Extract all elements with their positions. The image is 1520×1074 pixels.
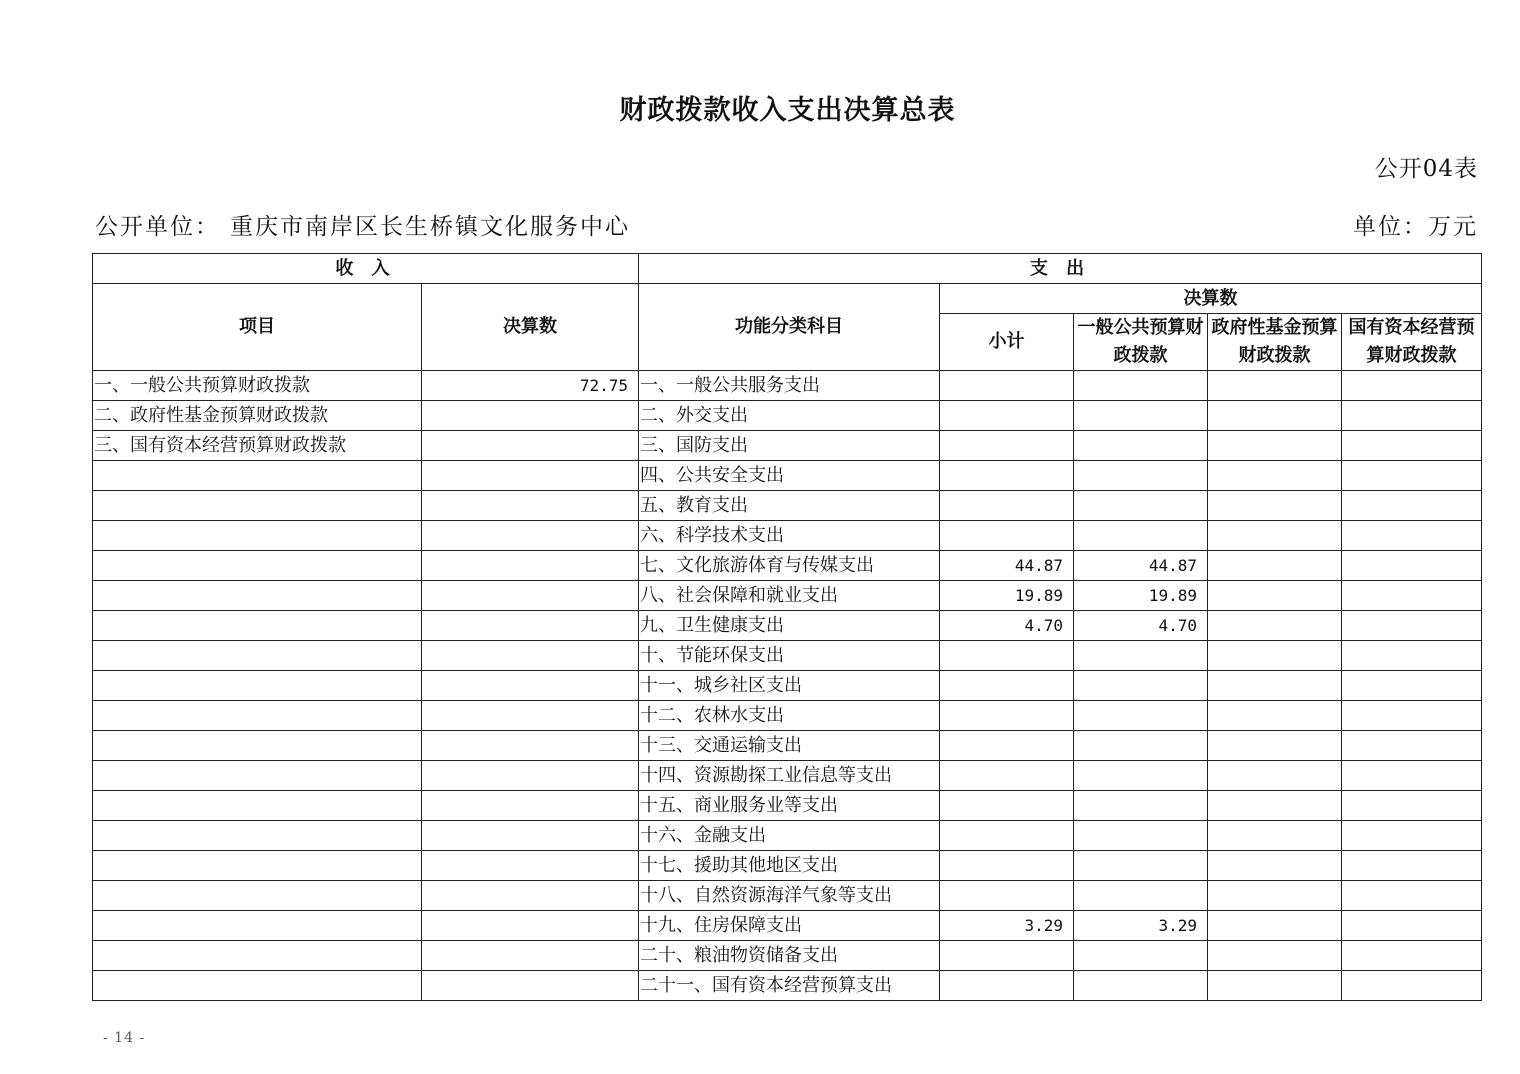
income-item-cell — [93, 701, 422, 731]
table-row — [93, 911, 1482, 941]
income-header: 收 入 — [93, 254, 639, 284]
subtotal-cell — [940, 671, 1074, 701]
section-header-row — [93, 254, 1482, 284]
general-budget-cell — [1074, 401, 1208, 431]
income-item-cell: 三、国有资本经营预算财政拨款 — [93, 431, 422, 461]
income-item-cell — [93, 671, 422, 701]
table-row — [93, 371, 1482, 401]
income-amount-cell — [422, 881, 639, 911]
income-amount-cell — [422, 821, 639, 851]
income-amount-cell — [422, 851, 639, 881]
state-capital-cell — [1342, 521, 1482, 551]
state-capital-cell — [1342, 551, 1482, 581]
income-item-cell — [93, 941, 422, 971]
subtotal-cell — [940, 851, 1074, 881]
table-row — [93, 611, 1482, 641]
general-budget-cell — [1074, 461, 1208, 491]
table-row — [93, 851, 1482, 881]
function-category-cell: 十四、资源勘探工业信息等支出 — [639, 761, 940, 791]
gov-fund-cell — [1208, 491, 1342, 521]
function-category-cell: 九、卫生健康支出 — [639, 611, 940, 641]
function-category-cell: 十九、住房保障支出 — [639, 911, 940, 941]
table-row — [93, 731, 1482, 761]
income-amount-cell — [422, 761, 639, 791]
general-budget-cell — [1074, 641, 1208, 671]
income-amount-cell — [422, 431, 639, 461]
col-general-header: 一般公共预算财政拨款 — [1074, 314, 1208, 371]
gov-fund-cell — [1208, 551, 1342, 581]
subtotal-cell — [940, 641, 1074, 671]
function-category-cell: 一、一般公共服务支出 — [639, 371, 940, 401]
state-capital-cell — [1342, 851, 1482, 881]
function-category-cell: 二十、粮油物资储备支出 — [639, 941, 940, 971]
general-budget-cell — [1074, 821, 1208, 851]
income-item-cell — [93, 551, 422, 581]
col-final-group-header: 决算数 — [940, 284, 1482, 314]
state-capital-cell — [1342, 791, 1482, 821]
income-amount-cell — [422, 581, 639, 611]
subtotal-cell: 19.89 — [940, 581, 1074, 611]
document-title: 财政拨款收入支出决算总表 — [619, 95, 956, 126]
table-row — [93, 521, 1482, 551]
income-amount-cell — [422, 671, 639, 701]
table-row — [93, 821, 1482, 851]
gov-fund-cell — [1208, 851, 1342, 881]
state-capital-cell — [1342, 491, 1482, 521]
function-category-cell: 三、国防支出 — [639, 431, 940, 461]
state-capital-cell — [1342, 611, 1482, 641]
col-state-header: 国有资本经营预算财政拨款 — [1342, 314, 1482, 371]
income-amount-cell — [422, 941, 639, 971]
reporting-unit — [95, 208, 630, 241]
function-category-cell: 七、文化旅游体育与传媒支出 — [639, 551, 940, 581]
gov-fund-cell — [1208, 761, 1342, 791]
income-item-cell — [93, 791, 422, 821]
income-item-cell: 二、政府性基金预算财政拨款 — [93, 401, 422, 431]
gov-fund-cell — [1208, 791, 1342, 821]
table-row — [93, 881, 1482, 911]
state-capital-cell — [1342, 371, 1482, 401]
gov-fund-cell — [1208, 821, 1342, 851]
subtotal-cell — [940, 401, 1074, 431]
state-capital-cell — [1342, 641, 1482, 671]
income-amount-cell — [422, 491, 639, 521]
gov-fund-cell — [1208, 971, 1342, 1001]
income-amount-cell — [422, 971, 639, 1001]
function-category-cell: 十七、援助其他地区支出 — [639, 851, 940, 881]
table-row — [93, 551, 1482, 581]
state-capital-cell — [1342, 671, 1482, 701]
income-item-cell — [93, 731, 422, 761]
function-category-cell: 二十一、国有资本经营预算支出 — [639, 971, 940, 1001]
general-budget-cell — [1074, 851, 1208, 881]
income-item-cell — [93, 641, 422, 671]
subtotal-cell — [940, 701, 1074, 731]
income-amount-cell — [422, 641, 639, 671]
state-capital-cell — [1342, 731, 1482, 761]
general-budget-cell — [1074, 881, 1208, 911]
unit-name: 重庆市南岸区长生桥镇文化服务中心 — [230, 214, 630, 240]
budget-table — [92, 253, 1482, 1001]
function-category-cell: 二、外交支出 — [639, 401, 940, 431]
income-amount-cell — [422, 701, 639, 731]
subtotal-cell: 44.87 — [940, 551, 1074, 581]
page-number: - 14 - — [103, 1030, 146, 1046]
gov-fund-cell — [1208, 611, 1342, 641]
gov-fund-cell — [1208, 731, 1342, 761]
general-budget-cell — [1074, 671, 1208, 701]
income-amount-cell — [422, 911, 639, 941]
table-row — [93, 941, 1482, 971]
function-category-cell: 十五、商业服务业等支出 — [639, 791, 940, 821]
subtotal-cell — [940, 761, 1074, 791]
gov-fund-cell — [1208, 941, 1342, 971]
general-budget-cell — [1074, 941, 1208, 971]
gov-fund-cell — [1208, 911, 1342, 941]
general-budget-cell: 19.89 — [1074, 581, 1208, 611]
column-header-row — [93, 284, 1482, 314]
income-item-cell — [93, 461, 422, 491]
income-item-cell: 一、一般公共预算财政拨款 — [93, 371, 422, 401]
state-capital-cell — [1342, 701, 1482, 731]
state-capital-cell — [1342, 881, 1482, 911]
general-budget-cell — [1074, 791, 1208, 821]
function-category-cell: 十、节能环保支出 — [639, 641, 940, 671]
general-budget-cell: 3.29 — [1074, 911, 1208, 941]
gov-fund-cell — [1208, 401, 1342, 431]
income-item-cell — [93, 761, 422, 791]
income-item-cell — [93, 881, 422, 911]
state-capital-cell — [1342, 581, 1482, 611]
gov-fund-cell — [1208, 371, 1342, 401]
function-category-cell: 十八、自然资源海洋气象等支出 — [639, 881, 940, 911]
income-amount-cell — [422, 401, 639, 431]
col-func-header: 功能分类科目 — [639, 284, 940, 371]
state-capital-cell — [1342, 761, 1482, 791]
general-budget-cell — [1074, 431, 1208, 461]
function-category-cell: 四、公共安全支出 — [639, 461, 940, 491]
state-capital-cell — [1342, 401, 1482, 431]
state-capital-cell — [1342, 431, 1482, 461]
function-category-cell: 八、社会保障和就业支出 — [639, 581, 940, 611]
col-item-header: 项目 — [93, 284, 422, 371]
income-item-cell — [93, 581, 422, 611]
subtotal-cell — [940, 881, 1074, 911]
income-amount-cell — [422, 611, 639, 641]
income-amount-cell — [422, 551, 639, 581]
income-amount-cell — [422, 731, 639, 761]
subtotal-cell — [940, 431, 1074, 461]
subtotal-cell — [940, 971, 1074, 1001]
subtotal-cell: 3.29 — [940, 911, 1074, 941]
state-capital-cell — [1342, 461, 1482, 491]
table-row — [93, 581, 1482, 611]
subtotal-cell — [940, 521, 1074, 551]
subtotal-cell — [940, 491, 1074, 521]
income-amount-cell — [422, 461, 639, 491]
function-category-cell: 十六、金融支出 — [639, 821, 940, 851]
table-row — [93, 491, 1482, 521]
general-budget-cell — [1074, 701, 1208, 731]
form-number: 公开04表 — [1374, 156, 1478, 182]
general-budget-cell — [1074, 971, 1208, 1001]
table-row — [93, 641, 1482, 671]
table-row — [93, 431, 1482, 461]
function-category-cell: 六、科学技术支出 — [639, 521, 940, 551]
state-capital-cell — [1342, 821, 1482, 851]
unit-label: 公开单位： — [95, 214, 220, 240]
table-row — [93, 671, 1482, 701]
table-row — [93, 701, 1482, 731]
col-fund-header: 政府性基金预算财政拨款 — [1208, 314, 1342, 371]
income-item-cell — [93, 851, 422, 881]
table-row — [93, 461, 1482, 491]
table-row — [93, 791, 1482, 821]
gov-fund-cell — [1208, 671, 1342, 701]
income-item-cell — [93, 521, 422, 551]
income-item-cell — [93, 821, 422, 851]
col-amount-header: 决算数 — [422, 284, 639, 371]
general-budget-cell: 4.70 — [1074, 611, 1208, 641]
expense-header: 支 出 — [639, 254, 1482, 284]
gov-fund-cell — [1208, 461, 1342, 491]
general-budget-cell — [1074, 761, 1208, 791]
income-item-cell — [93, 611, 422, 641]
gov-fund-cell — [1208, 521, 1342, 551]
state-capital-cell — [1342, 971, 1482, 1001]
subtotal-cell: 4.70 — [940, 611, 1074, 641]
subtotal-cell — [940, 791, 1074, 821]
table-row — [93, 401, 1482, 431]
col-subtotal-header: 小计 — [940, 314, 1074, 371]
function-category-cell: 十一、城乡社区支出 — [639, 671, 940, 701]
income-item-cell — [93, 911, 422, 941]
income-item-cell — [93, 971, 422, 1001]
subtotal-cell — [940, 821, 1074, 851]
gov-fund-cell — [1208, 641, 1342, 671]
function-category-cell: 十三、交通运输支出 — [639, 731, 940, 761]
gov-fund-cell — [1208, 431, 1342, 461]
income-amount-cell — [422, 521, 639, 551]
general-budget-cell — [1074, 491, 1208, 521]
function-category-cell: 十二、农林水支出 — [639, 701, 940, 731]
income-item-cell — [93, 491, 422, 521]
general-budget-cell — [1074, 371, 1208, 401]
general-budget-cell — [1074, 731, 1208, 761]
gov-fund-cell — [1208, 881, 1342, 911]
function-category-cell: 五、教育支出 — [639, 491, 940, 521]
income-amount-cell — [422, 791, 639, 821]
state-capital-cell — [1342, 941, 1482, 971]
gov-fund-cell — [1208, 701, 1342, 731]
gov-fund-cell — [1208, 581, 1342, 611]
table-row — [93, 761, 1482, 791]
state-capital-cell — [1342, 911, 1482, 941]
subtotal-cell — [940, 371, 1074, 401]
subtotal-cell — [940, 461, 1074, 491]
table-row — [93, 971, 1482, 1001]
general-budget-cell — [1074, 521, 1208, 551]
money-unit: 单位：万元 — [1353, 214, 1478, 240]
subtotal-cell — [940, 941, 1074, 971]
income-amount-cell: 72.75 — [422, 371, 639, 401]
subtotal-cell — [940, 731, 1074, 761]
general-budget-cell: 44.87 — [1074, 551, 1208, 581]
